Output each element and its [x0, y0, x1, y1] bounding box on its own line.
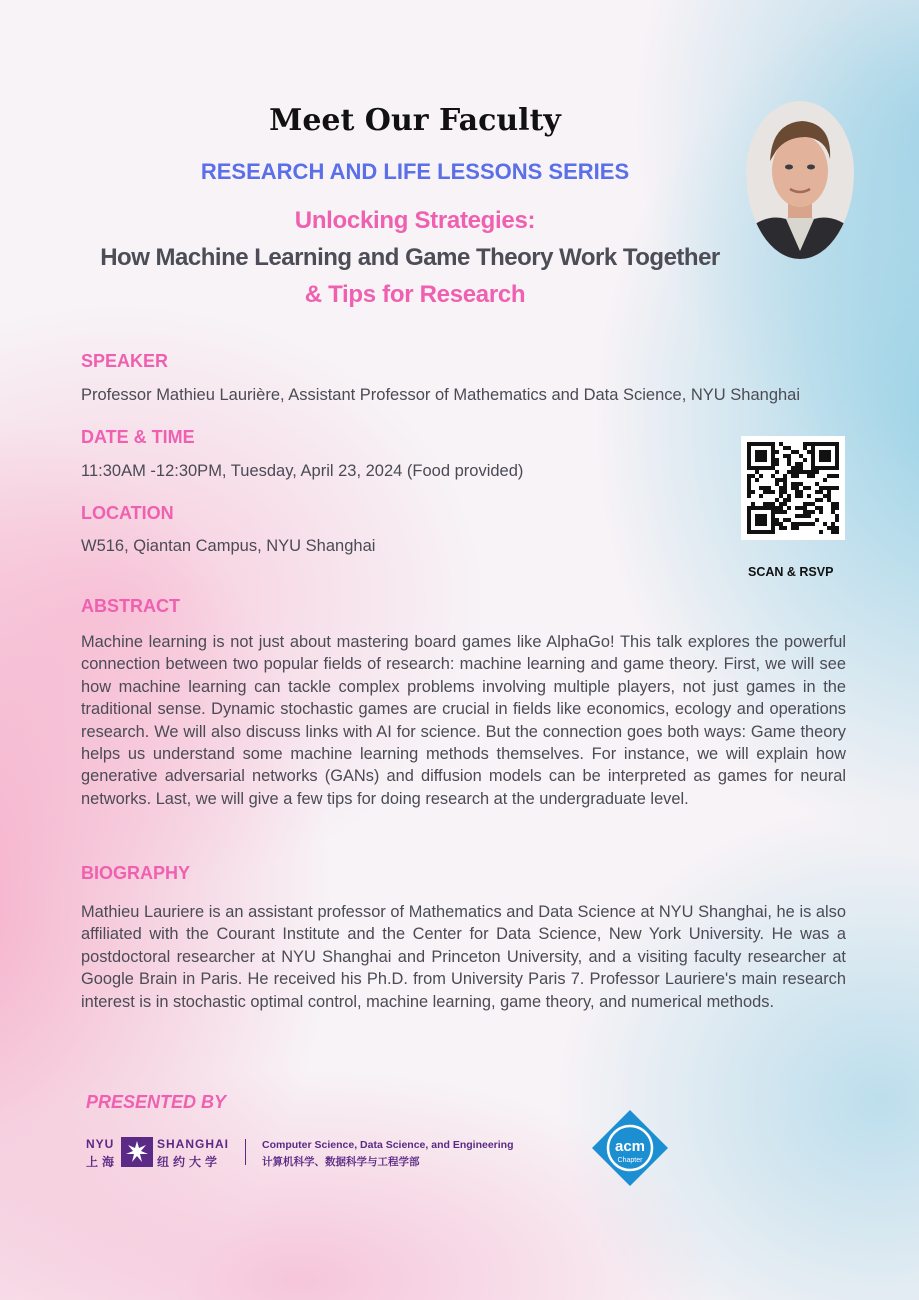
- presented-by-label: PRESENTED BY: [86, 1092, 227, 1112]
- abstract-heading: ABSTRACT: [81, 596, 180, 616]
- speaker-text: Professor Mathieu Laurière, Assistant Professor of Mathematics and Data Science, NYU Shanghai: [81, 386, 801, 404]
- talk-title-line-1: Unlocking Strategies:: [294, 207, 536, 234]
- series-title: RESEARCH AND LIFE LESSONS SERIES: [200, 159, 630, 184]
- logo-divider: [245, 1139, 246, 1165]
- department-name: Computer Science, Data Science, and Engineering 计算机科学、数据科学与工程学部: [262, 1139, 514, 1168]
- datetime-heading: DATE & TIME: [81, 427, 195, 447]
- page-title: Meet Our Faculty: [269, 103, 561, 138]
- speaker-photo: [746, 101, 854, 259]
- talk-title-line-2: How Machine Learning and Game Theory Work Together: [100, 244, 720, 271]
- nyu-logo-left-text: NYU 上海: [86, 1137, 119, 1169]
- acm-chapter-logo-icon: [590, 1108, 670, 1188]
- biography-heading: BIOGRAPHY: [81, 863, 191, 883]
- rsvp-qr-code[interactable]: [741, 436, 845, 540]
- nyu-torch-logo-icon: [121, 1137, 153, 1167]
- location-heading: LOCATION: [81, 503, 174, 523]
- biography-text: Mathieu Lauriere is an assistant professor of Mathematics and Data Science at NYU Shanghai, he is also affiliated with the Courant Institute and the Center for Data Science, New York University. He was a postdoctoral researcher at NYU Shanghai and Princeton University, and a visiting faculty researcher at Google Brain in Paris. He received his Ph.D. from University Paris 7. Professor Lauriere's main research interest is in stochastic optimal control, machine learning, game theory, and numerical methods.: [81, 903, 846, 1011]
- location-text: W516, Qiantan Campus, NYU Shanghai: [81, 537, 376, 555]
- acm-logo-text: acm: [614, 1138, 646, 1155]
- qr-caption: SCAN & RSVP: [748, 565, 834, 579]
- speaker-heading: SPEAKER: [81, 351, 169, 371]
- nyu-logo-right-text: SHANGHAI 纽约大学: [157, 1137, 230, 1169]
- acm-logo-subtext: Chapter: [617, 1157, 643, 1164]
- datetime-text: 11:30AM -12:30PM, Tuesday, April 23, 2024 (Food provided): [81, 462, 524, 480]
- talk-title-line-3: & Tips for Research: [304, 281, 526, 308]
- abstract-text: Machine learning is not just about mastering board games like AlphaGo! This talk explores the powerful connection between two popular fields of research: machine learning and game theory. First, we will see how machine learning can tackle complex problems involving multiple players, not just games in the traditional sense. Dynamic stochastic games are crucial in fields like economics, ecology and operations research. We will also discuss links with AI for science. But the connection goes both ways: Game theory helps us understand some machine learning methods themselves. For instance, we will explain how generative adversarial networks (GANs) and diffusion models can be interpreted as games for neural networks. Last, we will give a few tips for doing research at the undergraduate level.: [81, 633, 846, 808]
